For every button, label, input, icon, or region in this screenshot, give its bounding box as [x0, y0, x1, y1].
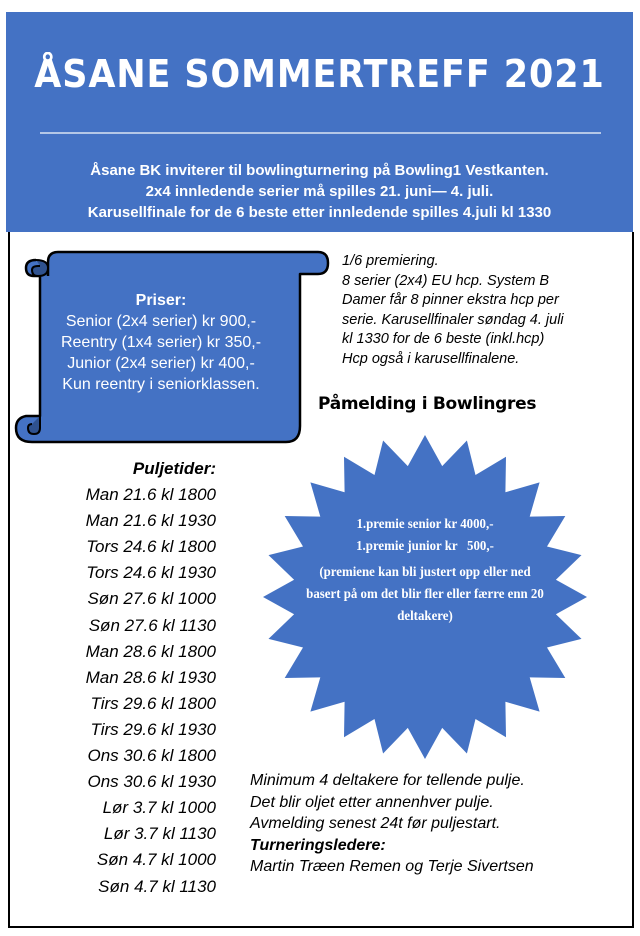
schedule-slot: Søn 27.6 kl 1000	[87, 589, 216, 609]
header-divider	[40, 132, 601, 134]
info-line: Hcp også i karusellfinalene.	[342, 350, 520, 367]
prices-panel	[36, 290, 286, 395]
info-line: 8 serier (2x4) EU hcp. System B	[342, 272, 550, 289]
footer-notes	[250, 770, 630, 878]
schedule-slot: Man 21.6 kl 1800	[85, 485, 216, 505]
schedule-slot: Lør 3.7 kl 1130	[103, 824, 216, 844]
schedule-slot: Lør 3.7 kl 1000	[102, 798, 216, 818]
prize-note: (premiene kan bli justert opp eller ned basert på om det blir fler eller færre enn 20 deltakere)	[306, 565, 544, 624]
intro-line: Karusellfinale for de 6 beste etter innledende spilles 4.juli kl 1330	[87, 204, 552, 221]
schedule-slot: Tors 24.6 kl 1930	[86, 563, 216, 583]
info-line: kl 1330 for de 6 beste (inkl.hcp)	[342, 331, 545, 347]
schedule-slot: Tirs 29.6 kl 1800	[90, 693, 216, 713]
prize-junior: 1.premie junior kr 500,-	[356, 539, 494, 554]
price-line: Junior (2x4 serier) kr 400,-	[67, 355, 255, 372]
prize-panel	[301, 514, 549, 628]
header-banner	[6, 12, 633, 232]
page-title: ÅSANE SOMMERTREFF 2021	[34, 52, 605, 96]
prize-senior: 1.premie senior kr 4000,-	[356, 517, 494, 532]
rules-info	[342, 252, 632, 369]
info-line: 1/6 premiering.	[342, 253, 439, 269]
price-line: Reentry (1x4 serier) kr 350,-	[60, 334, 262, 351]
schedule-slot: Man 28.6 kl 1800	[85, 641, 216, 661]
price-line: Kun reentry i seniorklassen.	[62, 376, 260, 393]
schedule-slot: Tors 24.6 kl 1800	[86, 537, 216, 557]
registration-heading: Påmelding i Bowlingres	[318, 394, 537, 414]
schedule-slot: Søn 27.6 kl 1130	[88, 615, 216, 635]
schedule-list	[30, 456, 216, 900]
schedule-slot: Man 28.6 kl 1930	[85, 667, 216, 687]
schedule-title: Puljetider:	[132, 459, 216, 478]
schedule-slot: Søn 4.7 kl 1000	[96, 850, 216, 870]
info-line: Damer får 8 pinner ekstra hcp per	[342, 292, 559, 308]
footer-line: Det blir oljet etter annenhver pulje.	[250, 793, 494, 811]
price-line: Senior (2x4 serier) kr 900,-	[65, 313, 257, 330]
prices-title: Priser:	[135, 292, 187, 309]
schedule-slot: Ons 30.6 kl 1800	[87, 746, 216, 766]
schedule-slot: Ons 30.6 kl 1930	[87, 772, 216, 792]
leaders-names: Martin Træen Remen og Terje Sivertsen	[250, 858, 534, 875]
intro-line: 2x4 innledende serier må spilles 21. juni— 4. juli.	[145, 183, 494, 200]
intro-line: Åsane BK inviterer til bowlingturnering på Bowling1 Vestkanten.	[90, 162, 549, 179]
header-intro	[6, 160, 633, 223]
leaders-title: Turneringsledere:	[250, 836, 386, 854]
schedule-slot: Søn 4.7 kl 1130	[98, 876, 216, 896]
schedule-slot: Tirs 29.6 kl 1930	[90, 719, 216, 739]
schedule-slot: Man 21.6 kl 1930	[85, 511, 216, 531]
footer-line: Minimum 4 deltakere for tellende pulje.	[250, 772, 525, 789]
info-line: serie. Karusellfinaler søndag 4. juli	[342, 311, 564, 328]
footer-line: Avmelding senest 24t før puljestart.	[250, 815, 501, 832]
